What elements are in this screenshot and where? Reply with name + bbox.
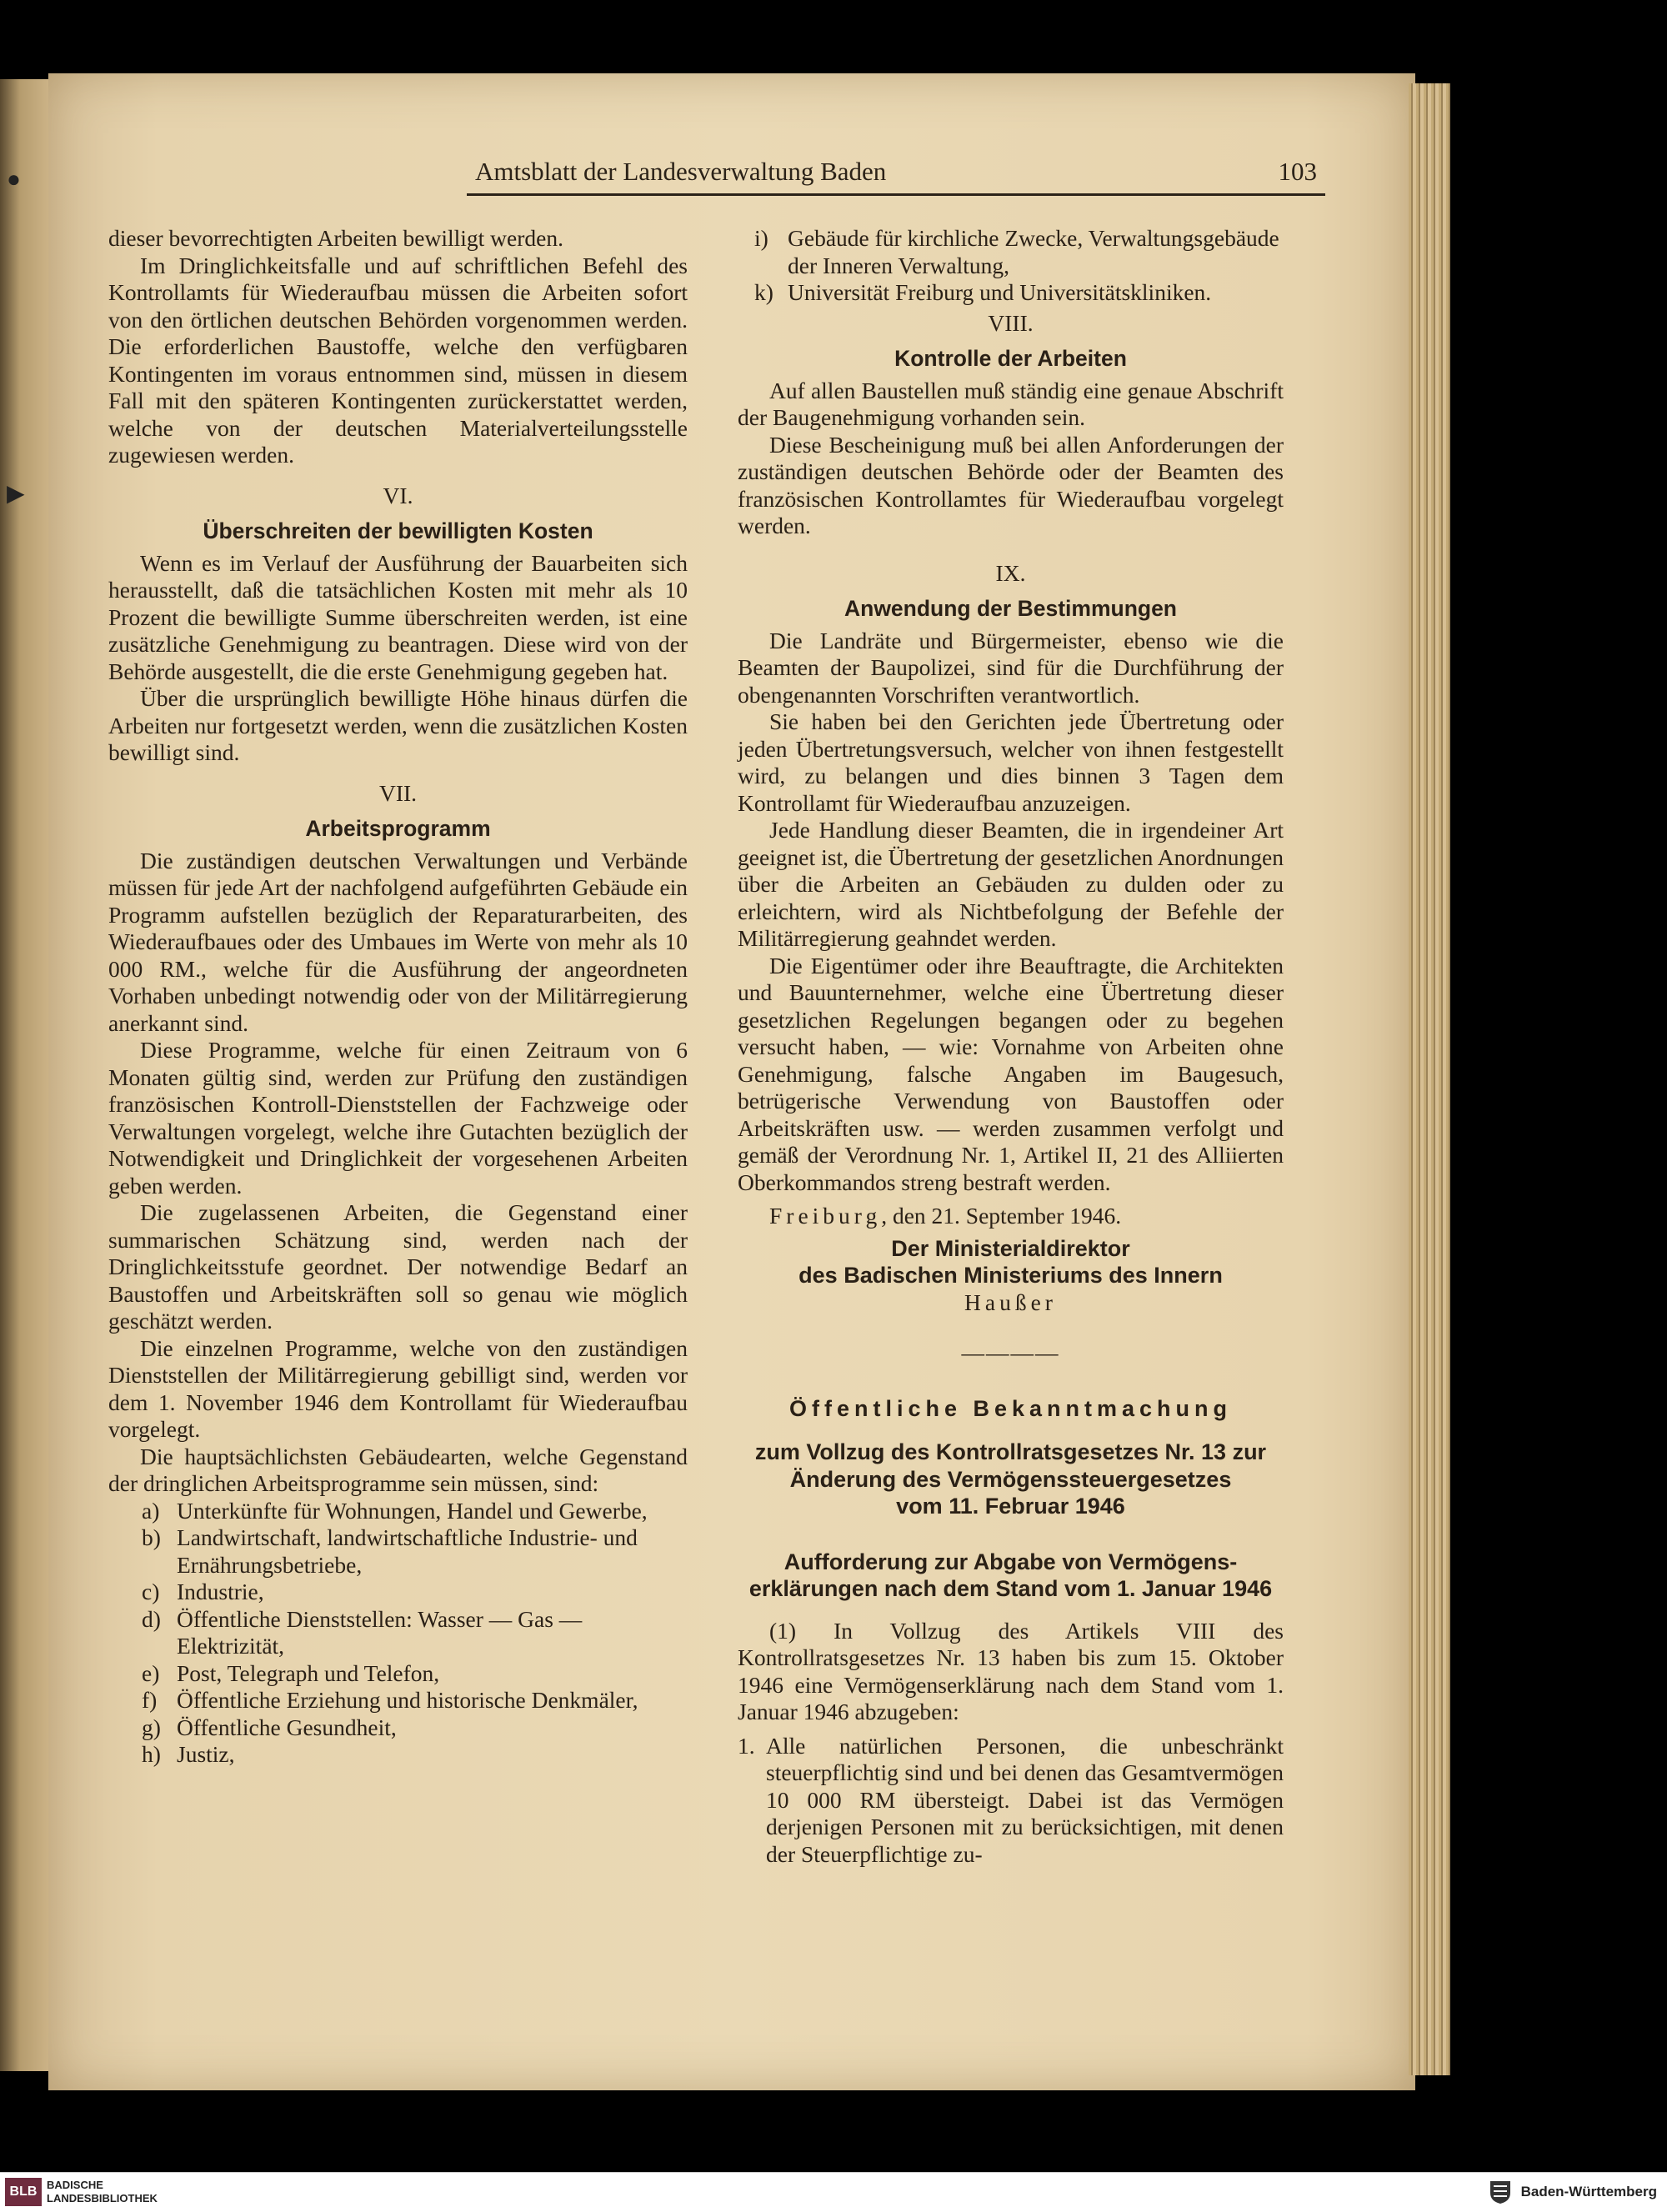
library-name-line: LANDESBIBLIOTHEK (47, 2192, 158, 2204)
paragraph: Die zuständigen deutschen Verwaltungen und Verbände müssen für jede Art der nachfolgend aufgeführten Gebäude ein Programm aufstellen bezüglich der Reparaturarbeiten, des Wiederaufbaues oder des Umbaues im Werte von mehr als 10 000 RM., welche für die Ausführung der angeordneten Vorhaben unbedingt notwendig oder von der Militärregierung anerkannt sind. (108, 847, 688, 1036)
left-column (108, 225, 688, 1769)
place: Freiburg (769, 1203, 882, 1229)
paragraph: Sie haben bei den Gerichten jede Übertretung oder jeden Übertretungsversuch, welcher von ihnen festgestellt wird, zu belangen und dies binnen 3 Tagen dem Kontrollamt für Wiederaufbau anzuzeigen. (738, 708, 1284, 816)
page-stack-edges (1409, 83, 1450, 2075)
list-label: e) (142, 1659, 160, 1686)
paragraph: dieser bevorrechtigten Arbeiten bewilligt werden. (108, 225, 563, 251)
header-title: Amtsblatt der Landesverwaltung Baden (475, 157, 887, 186)
list-text: Unterkünfte für Wohnungen, Handel und Gewerbe, (177, 1497, 648, 1524)
building-type-list-cont (738, 225, 1284, 307)
section-number: IX. (995, 559, 1026, 586)
section-heading: Überschreiten der bewilligten Kosten (203, 518, 593, 543)
facing-page-edge (0, 79, 50, 2071)
library-name (47, 2179, 158, 2205)
paragraph: Über die ursprünglich bewilligte Höhe hinaus dürfen die Arbeiten nur fortgesetzt werden, wenn die zusätzlichen Kosten bewilligt sind. (108, 685, 688, 765)
paragraph: Die zugelassenen Arbeiten, die Gegenstand einer summarischen Schätzung sind, werden nach der Dringlichkeitsstufe geordnet. Der notwendige Bedarf an Baustoffen und Arbeitskräften soll so genau wie möglich geschätzt werden. (108, 1199, 688, 1334)
paragraph: Die einzelnen Programme, welche von den zuständigen Dienststellen der Militärregierung gebilligt sind, werden vor dem 1. November 1946 dem Kontrollamt für Wiederaufbau vorgelegt. (108, 1334, 688, 1442)
paragraph: Die Landräte und Bürgermeister, ebenso wie die Beamten der Baupolizei, sind für die Durchführung der obengenannten Vorschriften verantwortlich. (738, 627, 1284, 708)
binding-mark: ▶ (7, 481, 25, 507)
list-label: c) (142, 1579, 160, 1604)
library-name-line: BADISCHE (47, 2179, 103, 2191)
coat-of-arms-icon (1489, 2179, 1512, 2204)
signer-ministry: des Badischen Ministeriums des Innern (798, 1263, 1223, 1288)
list-item (108, 1741, 688, 1769)
signer-title: Der Ministerialdirektor (891, 1235, 1130, 1261)
list-label: f) (142, 1687, 158, 1713)
list-item (108, 1498, 688, 1525)
paragraph: Die Eigentümer oder ihre Beauftragte, die Architekten und Bauunternehmer, welche eine Übertretung dieser gesetzlichen Regelungen begangen oder zu begehen versucht haben, — wie: Vornahme von Arbeiten ohne Genehmigung, falsche Angaben im Baugesuch, betrügerische Verwendung von Baustoffen oder Arbeitskräften usw. — werden zusammen verfolgt und gemäß der Verordnung Nr. 1, Artikel II, 21 des Alliierten Oberkommandos streng bestraft werden. (738, 952, 1284, 1195)
announcement-heading: Aufforderung zur Abgabe von Vermögens- (783, 1549, 1238, 1574)
list-label: i) (754, 225, 768, 251)
paragraph: Diese Bescheinigung muß bei allen Anforderungen der zuständigen deutschen Behörde oder der Beamten des französischen Kontrollamtes für Wiederaufbau vorgelegt werden. (738, 431, 1284, 538)
date: , den 21. September 1946. (881, 1203, 1122, 1229)
list-item (108, 1660, 688, 1688)
building-type-list (108, 1498, 688, 1769)
announcement-heading: erklärungen nach dem Stand vom 1. Januar 1946 (748, 1576, 1273, 1601)
list-item (108, 1524, 688, 1579)
right-column (738, 225, 1284, 1868)
list-item (738, 1733, 1284, 1869)
page-number: 103 (1278, 157, 1317, 186)
state-label: Baden-Württemberg (1520, 2184, 1657, 2199)
list-item (108, 1606, 688, 1660)
section-number: VII. (378, 779, 418, 806)
announcement-subtitle: zum Vollzug des Kontrollratsgesetzes Nr. 13 zur (754, 1439, 1267, 1464)
announcement-subtitle: vom 11. Februar 1946 (896, 1494, 1125, 1519)
list-item (108, 1579, 688, 1606)
paragraph: Auf allen Baustellen muß ständig eine genaue Abschrift der Baugenehmigung vorhanden sein. (738, 377, 1284, 430)
list-text: Post, Telegraph und Telefon, (177, 1659, 440, 1686)
paragraph: Jede Handlung dieser Beamten, die in irgendeiner Art geeignet ist, die Übertretung der gesetzlichen Anordnungen über die Arbeiten an Gebäuden zu dulden oder zu erleichtern, wird als Nichtbefolgung der Befehle der Militärregierung geahndet werden. (738, 817, 1284, 951)
place-date-line (738, 1203, 1284, 1230)
list-label: h) (142, 1741, 161, 1767)
section-number: VI. (383, 482, 413, 508)
list-text: Universität Freiburg und Universitätskliniken. (788, 279, 1212, 305)
binding-mark: ● (7, 167, 21, 193)
list-label: k) (754, 279, 773, 305)
list-label: b) (142, 1524, 161, 1550)
list-label: g) (142, 1714, 161, 1740)
header-rule (467, 193, 1325, 196)
list-item (108, 1687, 688, 1714)
list-label: 1. (738, 1732, 755, 1759)
signer-name: Haußer (964, 1289, 1057, 1315)
list-label: d) (142, 1605, 161, 1632)
list-text: Gebäude für kirchliche Zwecke, Verwaltungsgebäude der Inneren Verwaltung, (788, 225, 1279, 278)
paragraph: Im Dringlichkeitsfalle und auf schriftlichen Befehl des Kontrollamts für Wiederaufbau müssen die Arbeiten sofort von den örtlichen deutschen Behörden vorgenommen werden. Die erforderlichen Baustoffe, welche den verfügbaren Kontingenten im voraus entnommen sind, müssen in diesem Fall mit den späteren Kontingenten zurückerstattet werden, welche von der deutschen Materialverteilungsstelle zugewiesen werden. (108, 252, 688, 468)
paragraph: Diese Programme, welche für einen Zeitraum von 6 Monaten gültig sind, werden zur Prüfung den zuständigen französischen Kontroll-Dienststellen der Fachzweige oder Verwaltungen vorgelegt, welche ihre Gutachten bezüglich der Notwendigkeit und Dringlichkeit der vorgesehenen Arbeiten geben werden. (108, 1037, 688, 1199)
blb-logo: BLB (5, 2178, 42, 2206)
list-text: Öffentliche Erziehung und historische Denkmäler, (177, 1687, 638, 1713)
section-heading: Arbeitsprogramm (305, 816, 491, 841)
section-heading: Anwendung der Bestimmungen (844, 596, 1177, 621)
list-text: Justiz, (177, 1741, 235, 1767)
section-divider: ———— (961, 1339, 1060, 1365)
list-item (108, 1714, 688, 1742)
list-label: a) (142, 1497, 160, 1524)
paragraph: Die hauptsächlichsten Gebäudearten, welche Gegenstand der dringlichen Arbeitsprogramme sein müssen, sind: (108, 1443, 688, 1496)
paragraph: (1) In Vollzug des Artikels VIII des Kontrollratsgesetzes Nr. 13 haben bis zum 15. Oktober 1946 eine Vermögenserklärung nach dem Stand vom 1. Januar 1946 abzugeben: (738, 1617, 1284, 1724)
numbered-list (738, 1733, 1284, 1869)
list-item (738, 225, 1284, 279)
section-heading: Kontrolle der Arbeiten (894, 346, 1127, 371)
list-text: Öffentliche Dienststellen: Wasser — Gas — Elektrizität, (177, 1605, 583, 1659)
list-item (738, 279, 1284, 307)
announcement-title: Öffentliche Bekanntmachung (788, 1395, 1233, 1421)
list-text: Landwirtschaft, landwirtschaftliche Industrie- und Ernährungsbetriebe, (177, 1524, 638, 1578)
list-text: Industrie, (177, 1579, 264, 1604)
announcement-subtitle: Änderung des Vermögenssteuergesetzes (789, 1466, 1232, 1492)
section-number: VIII. (988, 309, 1034, 336)
paragraph: Wenn es im Verlauf der Ausführung der Bauarbeiten sich herausstellt, daß die tatsächlichen Kosten mit mehr als 10 Prozent die bewilligte Summe überschreiten werden, ist eine zusätzliche Genehmigung zu beantragen. Diese wird von der Behörde ausgestellt, die die erste Genehmigung gegeben hat. (108, 549, 688, 684)
list-text: Öffentliche Gesundheit, (177, 1714, 397, 1740)
list-text: Alle natürlichen Personen, die unbeschränkt steuerpflichtig sind und bei denen das Gesamtvermögen 10 000 RM übersteigt. Dabei ist das Vermögen derjenigen Personen mit zu berücksichtigen, mit denen der Steuerpflichtige zu- (766, 1732, 1284, 1867)
footer-bar (0, 2172, 1667, 2212)
